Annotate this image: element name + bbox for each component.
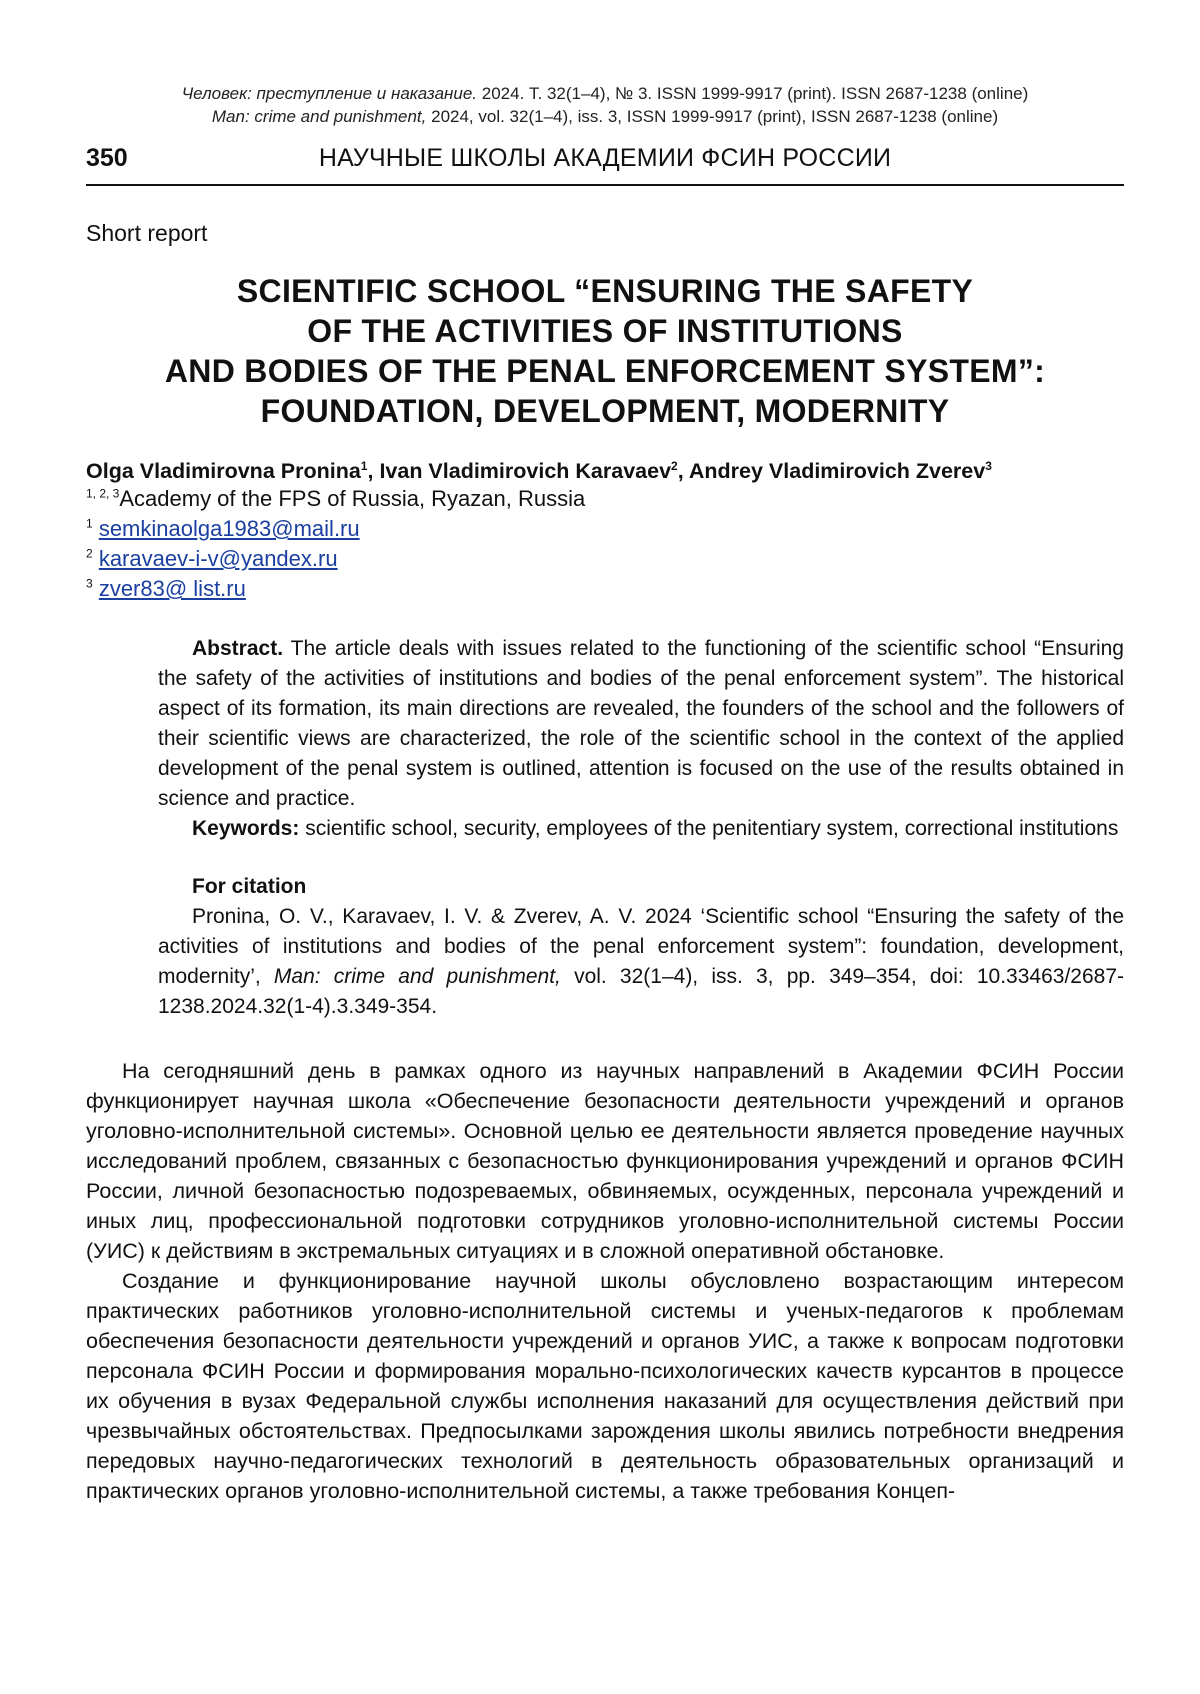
citation-details: vol. 32(1–4), iss. 3, pp. 349–354, doi: 10.33463/2687-1238.2024.32(1-4).3.349-354.	[158, 965, 1124, 1018]
section-title: НАУЧНЫЕ ШКОЛЫ АКАДЕМИИ ФСИН РОССИИ	[318, 144, 892, 172]
affiliations	[86, 484, 1124, 604]
citation	[158, 902, 1124, 1022]
journal-header	[86, 82, 1124, 128]
title-line: FOUNDATION, DEVELOPMENT, MODERNITY	[260, 393, 950, 429]
running-header	[86, 140, 1124, 186]
journal-line-ru	[86, 82, 1124, 105]
abstract-text: The article deals with issues related to the functioning of the scientific school “Ensuring the safety of the activities of institutions and bodies of the penal enforcement system”. The historical aspect of its formation, its main directions are revealed, the founders of the school and the followers of their scientific views are characterized, the role of the scientific school in the context of the applied development of the penal system is outlined, attention is focused on the use of the results obtained in science and practice.	[158, 637, 1124, 810]
journal-info-en: 2024, vol. 32(1–4), iss. 3, ISSN 1999-9917 (print), ISSN 2687-1238 (online)	[426, 107, 999, 126]
author-name: Ivan Vladimirovich Karavaev	[379, 459, 672, 483]
keywords-label: Keywords:	[192, 817, 300, 840]
body-paragraph: Создание и функционирование научной школы обусловлено возрастающим интересом практических работников уголовно-исполнительной системы и ученых-педагогов к проблемам обеспечения безопасности деятельности учреждений и органов УИС, а также к вопросам подготовки персонала ФСИН России и формирования морально-психологических качеств курсантов в процессе их обучения в вузах Федеральной службы исполнения наказаний для осуществления действий при чрезвычайных обстоятельствах. Предпосылками зарождения школы явились потребности внедрения передовых научно-педагогических технологий в деятельность образовательных организаций и практических органов уголовно-исполнительной системы, а также требования Концеп-	[86, 1269, 1124, 1503]
email-row	[86, 574, 1124, 604]
email-mark: 2	[86, 546, 93, 561]
journal-line-en	[86, 105, 1124, 128]
email-row	[86, 514, 1124, 544]
author-mark: 1	[360, 458, 368, 473]
article-body	[86, 1056, 1124, 1506]
title-line: OF THE ACTIVITIES OF INSTITUTIONS	[307, 313, 903, 349]
email-link[interactable]: semkinaolga1983@mail.ru	[98, 516, 360, 541]
author-name: Andrey Vladimirovich Zverev	[688, 459, 986, 483]
keywords	[158, 814, 1124, 844]
affiliation-text: Academy of the FPS of Russia, Ryazan, Russia	[119, 486, 586, 511]
page	[86, 0, 1124, 1506]
email-link[interactable]: karavaev-i-v@yandex.ru	[98, 546, 338, 571]
author-separator: ,	[677, 459, 689, 483]
affiliation	[86, 484, 1124, 514]
body-paragraph: На сегодняшний день в рамках одного из научных направлений в Академии ФСИН России функционирует научная школа «Обеспечение безопасности деятельности учреждений и органов уголовно-исполнительной системы». Основной целью ее деятельности является проведение научных исследований проблем, связанных с безопасностью функционирования учреждений и органов ФСИН России, личной безопасностью подозреваемых, обвиняемых, осужденных, персонала учреждений и иных лиц, профессиональной подготовки сотрудников уголовно-исполнительной системы России (УИС) к действиям в экстремальных ситуациях и в сложной оперативной обстановке.	[86, 1059, 1124, 1263]
email-link[interactable]: zver83@ list.ru	[98, 576, 246, 601]
journal-title-ru: Человек: преступление и наказание.	[181, 84, 478, 103]
author-name: Olga Vladimirovna Pronina	[86, 459, 361, 483]
journal-title-en: Man: crime and punishment,	[211, 107, 427, 126]
author-list	[86, 459, 1124, 484]
citation-text: Pronina, O. V., Karavaev, I. V. & Zverev, A. V. 2024 ‘Scientific school “Ensuring the safety of the activities of institutions and bodies of the penal enforcement system”: foundation, development, modernity’,	[158, 905, 1124, 988]
keywords-text: scientific school, security, employees of the penitentiary system, correctional institutions	[299, 817, 1119, 840]
abstract	[158, 634, 1124, 814]
title-line: AND BODIES OF THE PENAL ENFORCEMENT SYSTEM”:	[164, 353, 1046, 389]
article-title	[86, 271, 1124, 431]
page-number: 350	[86, 144, 128, 172]
citation-label: For citation	[192, 875, 307, 898]
report-type: Short report	[86, 220, 208, 246]
abstract-label: Abstract.	[192, 637, 284, 660]
abstract-block	[158, 634, 1124, 1022]
author-mark: 2	[671, 458, 678, 473]
email-mark: 3	[86, 576, 93, 591]
title-line: SCIENTIFIC SCHOOL “ENSURING THE SAFETY	[236, 273, 974, 309]
email-row	[86, 544, 1124, 574]
author-mark: 3	[985, 458, 992, 473]
email-mark: 1	[86, 516, 93, 531]
affiliation-marks: 1, 2, 3	[86, 486, 120, 501]
citation-journal: Man: crime and punishment,	[273, 965, 561, 988]
journal-info-ru: 2024. Т. 32(1–4), № 3. ISSN 1999-9917 (print). ISSN 2687-1238 (online)	[477, 84, 1029, 103]
author-separator: ,	[367, 459, 380, 483]
